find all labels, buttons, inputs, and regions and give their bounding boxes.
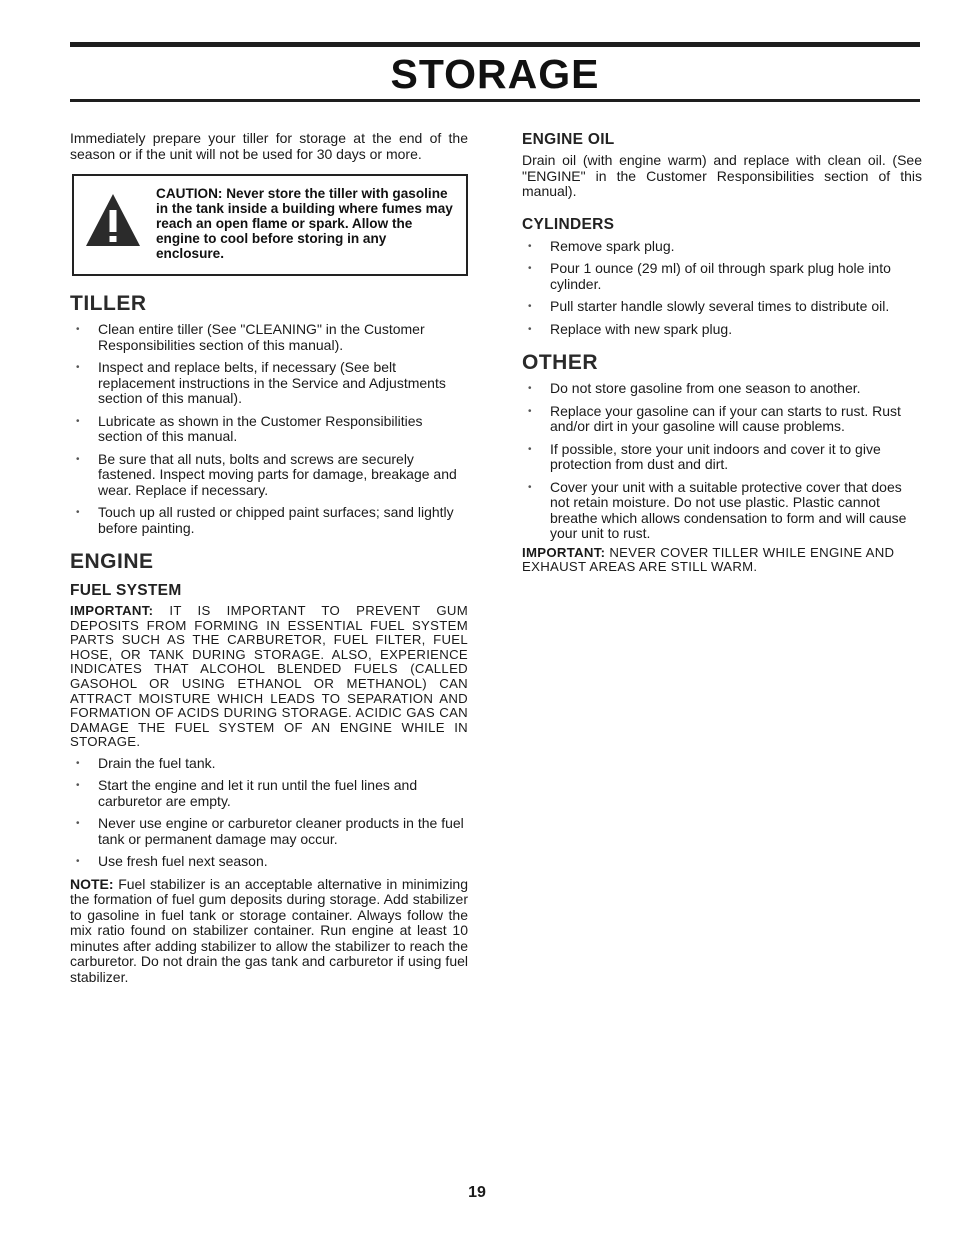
other-heading: OTHER [522,351,598,374]
caution-text: CAUTION: Never store the tiller with gasoline in the tank inside a building where fumes may reach an open flame or spark. Allow the engine to cool before storing in any enclosure. [156,186,453,261]
fuel-important-paragraph [70,604,468,750]
note-label: NOTE: [70,875,114,892]
list-item: • Clean entire tiller (See "CLEANING" in the Customer Responsibilities section of this manual). [70,322,468,353]
list-item: • Do not store gasoline from one season to another. [522,381,922,397]
engine-oil-text: Drain oil (with engine warm) and replace with clean oil. (See "ENGINE" in the Customer Responsibilities section of this manual). [522,152,922,199]
list-item: • Pour 1 ounce (29 ml) of oil through spark plug hole into cylinder. [522,261,922,292]
engine-oil-heading: ENGINE OIL [522,131,615,148]
other-list [522,381,922,542]
list-item: • Drain the fuel tank. [70,756,468,772]
list-item: • Never use engine or carburetor cleaner products in the fuel tank or permanent damage may occur. [70,816,468,847]
tiller-heading: TILLER [70,292,147,315]
list-item: • Lubricate as shown in the Customer Responsibilities section of this manual. [70,414,468,445]
page-title: STORAGE [390,51,600,97]
warning-triangle-icon [84,192,142,252]
fuel-system-heading: FUEL SYSTEM [70,582,182,599]
header-rule-bottom [70,99,920,102]
list-item: • If possible, store your unit indoors and cover it to give protection from dust and dirt. [522,442,922,473]
other-important-paragraph [522,546,922,575]
important-label: IMPORTANT: [522,544,606,560]
fuel-note-paragraph [70,877,468,986]
cylinders-list [522,239,922,338]
important-text: IT IS IMPORTANT TO PREVENT GUM DEPOSITS FROM FORMING IN ESSENTIAL FUEL SYSTEM PARTS SUCH AS THE CARBURETOR, FUEL FILTER, FUEL HOSE, OR TANK DURING STORAGE. ALSO, EXPERIENCE INDICATES THAT ALCOHOL BLENDED FUELS (CALLED GASOHOL OR USING ETHANOL OR METHANOL) CAN ATTRACT MOISTURE WHICH LEADS TO SEPARATION AND FORMATION OF ACIDS DURING STORAGE. ACIDIC GAS CAN DAMAGE THE FUEL SYSTEM OF AN ENGINE WHILE IN STORAGE. [70,603,468,750]
header-rule-top [70,42,920,47]
list-item: • Start the engine and let it run until the fuel lines and carburetor are empty. [70,778,468,809]
right-column [522,131,922,575]
engine-heading: ENGINE [70,550,154,573]
fuel-system-list [70,756,468,870]
list-item: • Pull starter handle slowly several times to distribute oil. [522,299,922,315]
cylinders-heading: CYLINDERS [522,215,615,233]
intro-paragraph: Immediately prepare your tiller for storage at the end of the season or if the unit will not be used for 30 days or more. [70,130,468,162]
list-item: • Replace your gasoline can if your can starts to rust. Rust and/or dirt in your gasoline will cause problems. [522,404,922,435]
page-number: 19 [468,1184,486,1201]
list-item: • Touch up all rusted or chipped paint surfaces; sand lightly before painting. [70,505,468,536]
important-label: IMPORTANT: [70,603,154,618]
list-item: • Use fresh fuel next season. [70,854,468,870]
list-item: • Replace with new spark plug. [522,322,922,338]
list-item: • Cover your unit with a suitable protective cover that does not retain moisture. Do not use plastic. Plastic cannot breathe which allows condensation to form and will cause your unit to rust. [522,480,922,542]
tiller-list [70,322,468,536]
caution-box [72,174,468,276]
note-text: Fuel stabilizer is an acceptable alternative in minimizing the formation of fuel gum deposits during storage. Add stabilizer to gasoline in fuel tank or storage container. Always follow the mix ratio found on stabilizer container. Run engine at least 10 minutes after adding stabilizer to allow the stabilizer to reach the carburetor. Do not drain the gas tank and carburetor if using fuel stabilizer. [70,875,469,985]
left-column [70,131,468,985]
list-item: • Inspect and replace belts, if necessary (See belt replacement instructions in the Service and Adjustments section of this manual). [70,360,468,407]
list-item: • Remove spark plug. [522,239,922,255]
list-item: • Be sure that all nuts, bolts and screws are securely fastened. Inspect moving parts for damage, breakage and wear. Replace if necessary. [70,452,468,499]
important-text: NEVER COVER TILLER WHILE ENGINE AND EXHAUST AREAS ARE STILL WARM. [522,544,895,575]
